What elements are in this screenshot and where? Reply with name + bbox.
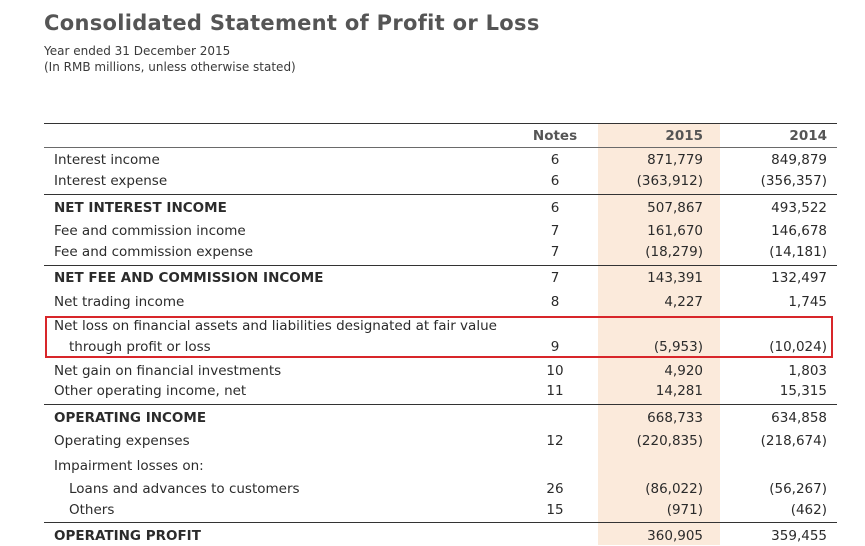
row-value-2015: (220,835) — [636, 433, 703, 449]
row-value-2015: (971) — [666, 502, 703, 518]
row-label: through profit or loss — [69, 339, 211, 355]
row-value-2014: (10,024) — [769, 339, 827, 355]
section-rule — [44, 404, 837, 405]
row-note: 7 — [550, 223, 560, 239]
subtitle-units: (In RMB millions, unless otherwise stated) — [44, 60, 296, 74]
row-note: 12 — [546, 433, 564, 449]
row-value-2015: 507,867 — [647, 200, 703, 216]
row-value-2014: 849,879 — [771, 152, 827, 168]
table-header — [0, 126, 865, 146]
table-row — [0, 381, 865, 401]
row-note: 10 — [546, 363, 564, 379]
row-value-2014: 1,803 — [788, 363, 827, 379]
row-note: 6 — [550, 200, 560, 216]
header-notes: Notes — [532, 128, 578, 144]
row-label: Net gain on financial investments — [54, 363, 282, 379]
table-row — [0, 198, 865, 218]
table-row — [0, 456, 865, 476]
table-row — [0, 361, 865, 381]
row-value-2014: (356,357) — [760, 173, 827, 189]
table-row — [0, 242, 865, 262]
header-2014: 2014 — [789, 128, 827, 144]
header-rule — [44, 147, 837, 148]
row-label: OPERATING PROFIT — [54, 528, 201, 544]
row-label: Net loss on financial assets and liabilities designated at fair value — [54, 318, 497, 334]
section-rule — [44, 265, 837, 266]
table-row — [0, 221, 865, 241]
row-note: 6 — [550, 173, 560, 189]
row-note: 7 — [550, 270, 560, 286]
row-value-2015: 668,733 — [647, 410, 703, 426]
row-note: 7 — [550, 244, 560, 260]
row-value-2014: (462) — [790, 502, 827, 518]
highlight-box — [45, 316, 833, 358]
table-row — [0, 292, 865, 312]
table-row — [0, 431, 865, 451]
page-title: Consolidated Statement of Profit or Loss — [44, 11, 540, 35]
row-value-2014: 634,858 — [771, 410, 827, 426]
row-label: NET FEE AND COMMISSION INCOME — [54, 270, 324, 286]
row-value-2015: (86,022) — [645, 481, 703, 497]
table-row — [0, 408, 865, 428]
row-value-2014: 132,497 — [771, 270, 827, 286]
row-value-2014: 493,522 — [771, 200, 827, 216]
row-value-2014: (56,267) — [769, 481, 827, 497]
row-value-2014: 15,315 — [779, 383, 827, 399]
table-row — [0, 479, 865, 499]
row-label: Other operating income, net — [54, 383, 247, 399]
row-value-2015: 143,391 — [647, 270, 703, 286]
row-note: 11 — [546, 383, 564, 399]
row-value-2015: (5,953) — [653, 339, 703, 355]
header-2015: 2015 — [665, 128, 703, 144]
table-row — [0, 500, 865, 520]
row-label: Others — [69, 502, 115, 518]
section-rule — [44, 522, 837, 523]
table-row — [0, 150, 865, 170]
row-value-2014: (14,181) — [769, 244, 827, 260]
table-row — [0, 268, 865, 288]
row-note: 6 — [550, 152, 560, 168]
row-note: 9 — [550, 339, 560, 355]
row-value-2015: (18,279) — [645, 244, 703, 260]
row-label: Fee and commission income — [54, 223, 246, 239]
row-value-2014: 359,455 — [771, 528, 827, 544]
row-value-2014: (218,674) — [760, 433, 827, 449]
row-value-2015: 871,779 — [647, 152, 703, 168]
subtitle-year: Year ended 31 December 2015 — [44, 44, 231, 58]
row-value-2015: (363,912) — [636, 173, 703, 189]
table-top-rule — [44, 123, 837, 124]
row-label: OPERATING INCOME — [54, 410, 207, 426]
row-label: Loans and advances to customers — [69, 481, 300, 497]
row-value-2015: 161,670 — [647, 223, 703, 239]
row-label: Fee and commission expense — [54, 244, 254, 260]
row-value-2015: 4,227 — [664, 294, 703, 310]
row-label: Net trading income — [54, 294, 185, 310]
row-value-2015: 360,905 — [647, 528, 703, 544]
row-label: Operating expenses — [54, 433, 190, 449]
table-row — [0, 171, 865, 191]
row-label: Interest income — [54, 152, 160, 168]
row-label: NET INTEREST INCOME — [54, 200, 227, 216]
row-value-2014: 1,745 — [788, 294, 827, 310]
table-row — [0, 526, 865, 546]
row-value-2015: 14,281 — [655, 383, 703, 399]
row-note: 8 — [550, 294, 560, 310]
section-rule — [44, 194, 837, 195]
row-value-2015: 4,920 — [664, 363, 703, 379]
row-note: 15 — [546, 502, 564, 518]
row-label: Interest expense — [54, 173, 168, 189]
row-value-2014: 146,678 — [771, 223, 827, 239]
row-label: Impairment losses on: — [54, 458, 204, 474]
row-note: 26 — [546, 481, 564, 497]
